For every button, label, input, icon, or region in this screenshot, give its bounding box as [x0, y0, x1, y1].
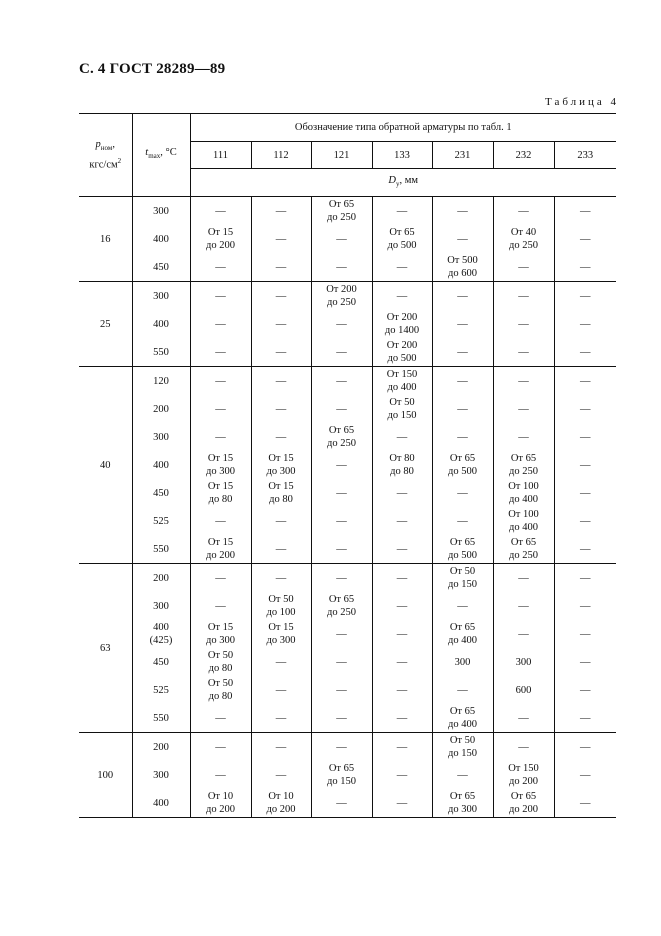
- dy-value-cell: —: [251, 423, 311, 451]
- table-row: [79, 648, 616, 676]
- dy-value-cell: От 100 до 400: [493, 507, 554, 535]
- table-body: [79, 197, 616, 818]
- dy-value-cell: —: [432, 507, 493, 535]
- dy-value-cell: —: [432, 282, 493, 311]
- table-row: [79, 451, 616, 479]
- table-row: [79, 789, 616, 818]
- dy-value-cell: —: [493, 338, 554, 367]
- table-row: [79, 535, 616, 564]
- temperature-cell: 300: [132, 592, 190, 620]
- dy-value-cell: От 100 до 400: [493, 479, 554, 507]
- table-container: [79, 113, 616, 818]
- dy-value-cell: —: [580, 290, 591, 302]
- dy-value-cell: —: [432, 338, 493, 367]
- dy-value-cell: От 50 до 80: [190, 648, 251, 676]
- dy-value-cell: —: [251, 676, 311, 704]
- dy-value-cell: От 65 до 400: [432, 704, 493, 733]
- dy-value-cell: —: [190, 338, 251, 367]
- pressure-cell: 63: [79, 564, 132, 733]
- table-row: [79, 592, 616, 620]
- dy-value-cell: —: [190, 733, 251, 762]
- table-row: [79, 253, 616, 282]
- dy-value-cell: —: [493, 733, 554, 762]
- dy-value-cell: —: [432, 395, 493, 423]
- dy-value-cell: —: [251, 761, 311, 789]
- temperature-cell: 450: [132, 648, 190, 676]
- dy-value-cell: —: [493, 197, 554, 226]
- dy-value-cell: —: [311, 225, 372, 253]
- dy-value-cell: От 15 до 300: [251, 451, 311, 479]
- dy-value-cell: —: [580, 684, 591, 696]
- dy-value-cell: —: [372, 253, 432, 282]
- dy-value-cell: От 65 до 250: [493, 535, 554, 564]
- dy-value-cell: —: [372, 535, 432, 564]
- dy-value-cell: —: [311, 338, 372, 367]
- dy-value-cell: —: [432, 592, 493, 620]
- dy-value-cell: —: [251, 395, 311, 423]
- dy-value-cell: —: [493, 310, 554, 338]
- temperature-cell: 400 (425): [132, 620, 190, 648]
- dy-value-cell: От 50 до 150: [432, 733, 493, 762]
- table-row: [79, 367, 616, 396]
- dy-value-cell: —: [190, 564, 251, 593]
- dy-value-cell: —: [372, 592, 432, 620]
- dy-value-cell: —: [190, 282, 251, 311]
- temperature-cell: 400: [132, 789, 190, 818]
- dy-value-cell: От 15 до 300: [190, 451, 251, 479]
- dy-value-cell: —: [251, 253, 311, 282]
- dy-value-cell: —: [372, 676, 432, 704]
- dy-value-cell: —: [493, 367, 554, 396]
- dy-value-cell: От 10 до 200: [251, 789, 311, 818]
- dy-value-cell: —: [311, 620, 372, 648]
- dy-value-cell: —: [311, 564, 372, 593]
- dy-value-cell: От 65 до 150: [311, 761, 372, 789]
- table-row: [79, 282, 616, 311]
- dy-value-cell: —: [372, 620, 432, 648]
- dy-value-cell: От 50 до 100: [251, 592, 311, 620]
- dy-value-cell: —: [190, 507, 251, 535]
- dy-value-cell: От 65 до 400: [432, 620, 493, 648]
- pressure-cell: 25: [79, 282, 132, 367]
- dy-value-cell: —: [190, 310, 251, 338]
- dy-value-cell: —: [190, 367, 251, 396]
- temperature-cell: 525: [132, 507, 190, 535]
- dy-value-cell: —: [190, 395, 251, 423]
- dy-value-cell: —: [311, 253, 372, 282]
- dy-value-cell: —: [372, 761, 432, 789]
- table-row: [79, 564, 616, 593]
- type-header-cell: 121: [311, 142, 372, 169]
- dy-value-cell: От 200 до 250: [311, 282, 372, 311]
- temperature-cell: 200: [132, 395, 190, 423]
- temperature-cell: 450: [132, 479, 190, 507]
- table-row: [79, 761, 616, 789]
- table-row: [79, 676, 616, 704]
- dy-value-cell: От 65 до 500: [372, 225, 432, 253]
- dy-value-cell: —: [432, 367, 493, 396]
- dy-value-cell: —: [493, 253, 554, 282]
- dy-value-cell: —: [554, 789, 616, 818]
- table-row: [79, 620, 616, 648]
- dy-value-cell: —: [580, 403, 591, 415]
- dy-value-cell: От 15 до 200: [190, 225, 251, 253]
- dy-value-cell: —: [580, 375, 591, 387]
- valve-table: [79, 113, 616, 818]
- dy-value-cell: —: [580, 515, 591, 527]
- dy-value-cell: От 15 до 80: [190, 479, 251, 507]
- dy-value-cell: От 65 до 250: [311, 197, 372, 226]
- dy-value-cell: От 500 до 600: [432, 253, 493, 282]
- type-header-cell: 112: [251, 142, 311, 169]
- dy-value-cell: —: [554, 704, 616, 733]
- p-header: $p_{ном}$, кгс/$см^2$: [79, 114, 132, 197]
- dy-value-cell: —: [190, 423, 251, 451]
- dy-value-cell: —: [372, 648, 432, 676]
- page-header: С. 4 ГОСТ 28289—89: [79, 61, 226, 77]
- dy-value-cell: От 200 до 500: [372, 338, 432, 367]
- dy-value-cell: От 50 до 150: [432, 564, 493, 593]
- dy-value-cell: —: [493, 423, 554, 451]
- dy-value-cell: —: [432, 197, 493, 226]
- dy-value-cell: —: [580, 572, 591, 584]
- dy-value-cell: —: [580, 741, 591, 753]
- dy-value-cell: —: [372, 423, 432, 451]
- temperature-cell: 300: [132, 197, 190, 226]
- dy-value-cell: —: [580, 487, 591, 499]
- dy-value-cell: —: [554, 253, 616, 282]
- dy-value-cell: От 65 до 300: [432, 789, 493, 818]
- temperature-cell: 525: [132, 676, 190, 704]
- table-row: [79, 225, 616, 253]
- pressure-cell: 100: [79, 733, 132, 818]
- dy-value-cell: От 80 до 80: [372, 451, 432, 479]
- dy-value-cell: —: [580, 769, 591, 781]
- dy-value-cell: —: [493, 282, 554, 311]
- dy-value-cell: —: [493, 620, 554, 648]
- dy-value-cell: 600: [493, 676, 554, 704]
- dy-value-cell: —: [493, 564, 554, 593]
- temperature-cell: 400: [132, 310, 190, 338]
- dy-value-cell: —: [432, 676, 493, 704]
- dy-value-cell: —: [251, 704, 311, 733]
- dy-value-cell: —: [190, 704, 251, 733]
- dy-value-cell: —: [554, 338, 616, 367]
- temperature-cell: 550: [132, 535, 190, 564]
- dy-value-cell: —: [580, 318, 591, 330]
- dy-value-cell: —: [311, 310, 372, 338]
- temperature-cell: 400: [132, 451, 190, 479]
- dy-value-cell: От 50 до 150: [372, 395, 432, 423]
- table-row: [79, 479, 616, 507]
- dy-value-cell: —: [190, 253, 251, 282]
- dy-value-cell: От 40 до 250: [493, 225, 554, 253]
- pressure-cell: 40: [79, 367, 132, 564]
- dy-value-cell: —: [580, 459, 591, 471]
- dy-value-cell: —: [372, 197, 432, 226]
- dy-value-cell: —: [251, 564, 311, 593]
- dy-value-cell: —: [251, 733, 311, 762]
- table-row: [79, 395, 616, 423]
- dy-value-cell: —: [372, 479, 432, 507]
- dy-value-cell: От 15 до 80: [251, 479, 311, 507]
- temperature-cell: 200: [132, 733, 190, 762]
- temperature-cell: 550: [132, 704, 190, 733]
- dy-value-cell: 300: [493, 648, 554, 676]
- dy-value-cell: —: [493, 704, 554, 733]
- dy-value-cell: —: [251, 338, 311, 367]
- table-caption: Таблица 4: [545, 96, 620, 108]
- dy-value-cell: От 50 до 80: [190, 676, 251, 704]
- dy-value-cell: От 200 до 1400: [372, 310, 432, 338]
- dy-value-cell: —: [251, 197, 311, 226]
- table-row: [79, 507, 616, 535]
- table-row: [79, 704, 616, 733]
- dy-header: $D_y$, мм: [190, 169, 616, 197]
- dy-value-cell: —: [432, 310, 493, 338]
- dy-value-cell: 300: [432, 648, 493, 676]
- dy-value-cell: От 65 до 500: [432, 535, 493, 564]
- dy-value-cell: —: [190, 761, 251, 789]
- dy-value-cell: —: [311, 507, 372, 535]
- dy-value-cell: От 15 до 200: [190, 535, 251, 564]
- dy-value-cell: —: [432, 225, 493, 253]
- dy-value-cell: —: [580, 628, 591, 640]
- temperature-cell: 450: [132, 253, 190, 282]
- dy-value-cell: —: [432, 479, 493, 507]
- dy-value-cell: От 65 до 250: [311, 423, 372, 451]
- dy-value-cell: —: [251, 367, 311, 396]
- temperature-cell: 550: [132, 338, 190, 367]
- dy-value-cell: —: [372, 733, 432, 762]
- dy-value-cell: От 10 до 200: [190, 789, 251, 818]
- table-row: [79, 733, 616, 762]
- dy-value-cell: —: [432, 423, 493, 451]
- dy-value-cell: —: [311, 789, 372, 818]
- temperature-cell: 400: [132, 225, 190, 253]
- dy-value-cell: —: [580, 431, 591, 443]
- dy-value-cell: —: [372, 789, 432, 818]
- table-row: [79, 310, 616, 338]
- dy-value-cell: —: [493, 395, 554, 423]
- table-row: [79, 197, 616, 226]
- table-row: [79, 423, 616, 451]
- dy-value-cell: —: [190, 592, 251, 620]
- dy-value-cell: От 150 до 400: [372, 367, 432, 396]
- dy-value-cell: —: [190, 197, 251, 226]
- type-header-cell: 111: [190, 142, 251, 169]
- dy-value-cell: —: [251, 282, 311, 311]
- dy-value-cell: —: [251, 648, 311, 676]
- temperature-cell: 200: [132, 564, 190, 593]
- dy-value-cell: От 65 до 250: [493, 451, 554, 479]
- dy-value-cell: От 65 до 200: [493, 789, 554, 818]
- dy-value-cell: —: [372, 282, 432, 311]
- dy-value-cell: —: [580, 233, 591, 245]
- dy-value-cell: —: [251, 310, 311, 338]
- dy-value-cell: —: [580, 656, 591, 668]
- dy-value-cell: От 65 до 250: [311, 592, 372, 620]
- dy-value-cell: —: [311, 704, 372, 733]
- dy-value-cell: —: [311, 395, 372, 423]
- dy-value-cell: —: [580, 205, 591, 217]
- dy-value-cell: —: [372, 507, 432, 535]
- dy-value-cell: —: [251, 225, 311, 253]
- dy-value-cell: От 15 до 300: [251, 620, 311, 648]
- type-group-header: Обозначение типа обратной арматуры по табл. 1: [190, 114, 616, 142]
- dy-value-cell: —: [311, 451, 372, 479]
- dy-value-cell: —: [311, 648, 372, 676]
- table-head: [79, 114, 616, 197]
- pressure-cell: 16: [79, 197, 132, 282]
- type-header-cell: 133: [372, 142, 432, 169]
- dy-value-cell: —: [311, 479, 372, 507]
- dy-value-cell: —: [251, 535, 311, 564]
- dy-value-cell: —: [311, 733, 372, 762]
- dy-value-cell: —: [372, 704, 432, 733]
- dy-value-cell: —: [580, 600, 591, 612]
- dy-value-cell: —: [432, 761, 493, 789]
- temperature-cell: 300: [132, 423, 190, 451]
- table-row: [79, 338, 616, 367]
- t-header: $t_{max}$, °C: [132, 114, 190, 197]
- dy-value-cell: —: [554, 535, 616, 564]
- temperature-cell: 300: [132, 282, 190, 311]
- dy-value-cell: От 65 до 500: [432, 451, 493, 479]
- dy-value-cell: —: [311, 535, 372, 564]
- dy-value-cell: —: [311, 676, 372, 704]
- dy-value-cell: —: [493, 592, 554, 620]
- dy-value-cell: —: [311, 367, 372, 396]
- dy-value-cell: —: [372, 564, 432, 593]
- dy-value-cell: —: [251, 507, 311, 535]
- dy-value-cell: От 15 до 300: [190, 620, 251, 648]
- type-header-cell: 231: [432, 142, 493, 169]
- type-header-cell: 232: [493, 142, 554, 169]
- dy-value-cell: От 150 до 200: [493, 761, 554, 789]
- type-header-cell: 233: [554, 142, 616, 169]
- temperature-cell: 120: [132, 367, 190, 396]
- temperature-cell: 300: [132, 761, 190, 789]
